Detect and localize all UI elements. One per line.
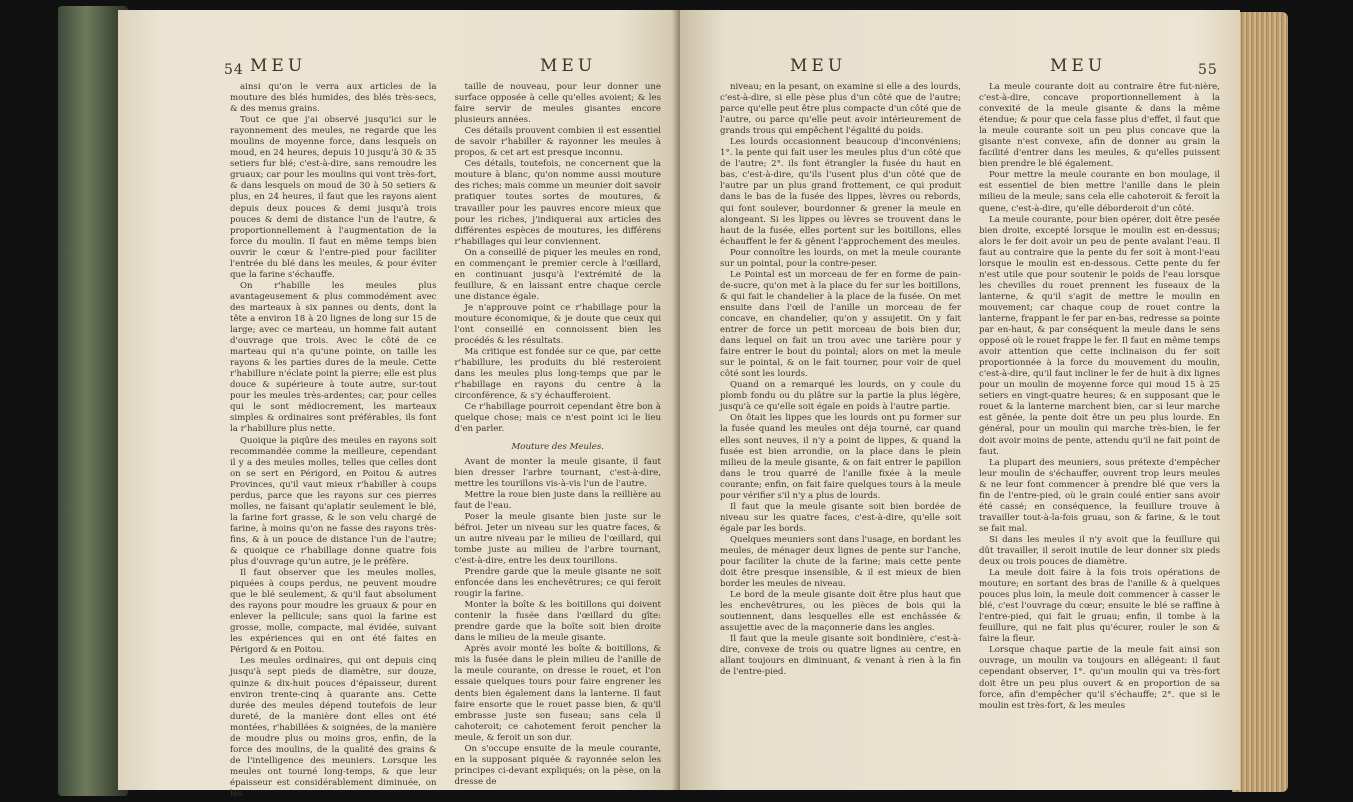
paragraph: Tout ce que j'ai observé jusqu'ici sur le rayonnement des meules, ne regarde que les moulins de moyenne force, dans lesquels on moud, en 24 heures, depuis 10 jusqu'à 30 & 35 setiers fur blé; c'est-à-dire, sans remoudre les gruaux; car pour les moulins qui vont très-fort, & dans lesquels on moud de 30 à 50 setiers & plus, en 24 heures, il faut que les rayons aient depuis deux pouces & demi jusqu'à trois pouces & demi de distance l'un de l'autre, & proportionnellement à l'augmentation de la force du moulin. Il faut en même temps bien ouvrir le cœur & l'entre-pied pour faciliter l'entrée du blé dans les meules, & pour éviter que la farine s'échauffe. [230,115,437,280]
header-word: MEU [790,56,847,76]
paragraph: Ces détails prouvent combien il est essentiel de savoir r'habiller & rayonner les meules à propos, & cet art est presque inconnu. [454,126,661,159]
text-column [979,82,1220,712]
paragraph: Ce r'habillage pourroit cependant être bon à quelque chose; mais ce n'est point ici le lieu d'en parler. [454,402,661,435]
paragraph: Pour connoître les lourds, on met la meule courante sur un pointal, pour la contre-peser. [720,247,961,269]
page-number: 55 [1198,62,1218,78]
paragraph: Quelques meuniers sont dans l'usage, en bordant les meules, de ménager deux lignes de pente sur l'anche, pour faciliter la chute de la farine; mais cette pente doit être presque insensible, & il est mieux de bien border les meules de niveau. [720,534,961,590]
header-word: MEU [1050,56,1107,76]
page-number: 54 [224,62,244,78]
paragraph: Mettre la roue bien juste dans la reillière au faut de l'eau. [454,489,661,511]
page-edges [1232,12,1288,792]
paragraph: Quand on a remarqué les lourds, on y coule du plomb fondu ou du plâtre sur la partie la plus légère, jusqu'à ce qu'elle soit égale en poids à l'autre partie. [720,380,961,413]
paragraph: Le bord de la meule gisante doit être plus haut que les enchevêtrures, ou les pièces de bois qui la soutiennent, dans lesquelles elle est enchâssée & assujettie avec de la maçonnerie dans les angles. [720,590,961,634]
paragraph: La meule courante, pour bien opérer, doit être pesée bien droite, excepté lorsque le moulin est en-dessus; alors le fer doit avoir un peu de pente avalant l'eau. Il faut au contraire que la pente du fer soit à mont-l'eau lorsque le moulin est en-dessous. Cette pente du fer n'est utile que pour soutenir le poids de l'eau lorsque les chevilles du rouet prennent les fuseaux de la lanterne, & qu'il s'agit de mettre le moulin en mouvement; car chaque coup de rouet contre la lanterne, frappant le fer par en-bas, redresse sa pointe par en-haut, & par conséquent la meule dans le sens opposé où le rouet frappe le fer. Il faut en même temps avoir attention que cette inclinaison du fer soit proportionnée à la force du mouvement du moulin, c'est-à-dire, qu'il faut incliner le fer de huit à dix lignes pour un moulin de moyenne force qui moud 15 à 25 setiers en vingt-quatre heures; & en supposant que le rouet & la lanterne marchent bien, car si leur marche est gênée, la pente doit être un peu plus lourde. En général, pour un moulin qui marche très-bien, le fer doit avoir moins de pente, attendu qu'il ne fait point de faut. [979,214,1220,457]
text-column [720,82,961,712]
paragraph: Avant de monter la meule gisante, il faut bien dresser l'arbre tournant, c'est-à-dire, mettre les tourillons vis-à-vis l'un de l'autre. [454,456,661,489]
paragraph: Si dans les meules il n'y avoit que la feuillure qui dût travailler, il seroit inutile de leur donner six pieds deux ou trois pouces de diamètre. [979,534,1220,568]
header-word: MEU [250,56,307,76]
right-page [680,10,1240,790]
paragraph: La meule courante doit au contraire être fut-nière, c'est-à-dire, concave proportionnellement à la convexité de la meule gisante & dans la même étendue; & pour que cela fasse plus d'effet, il faut que la meule courante soit un peu plus concave que la gisante n'est convexe, afin de donner au grain la facilité d'entrer dans les meules, & qu'elles puissent bien prendre le blé également. [979,82,1220,170]
paragraph: Il faut observer que les meules molles, piquées à coups perdus, ne peuvent moudre que le blé seulement, & qu'il faut absolument des rayons pour moudre les gruaux & pour en enlever la pellicule; sans quoi la farine est grosse, molle, compacte, mal évidée, suivant les expériences qui en ont été faites en Périgord & en Poitou. [230,568,437,656]
paragraph: On r'habille les meules plus avantageusement & plus commodément avec des marteaux à six pannes ou dents, dont la tête a environ 18 à 20 lignes de long sur 15 de large; avec ce marteau, un homme fait autant d'ouvrage que trois. Avec le côté de ce marteau qui n'a qu'une pointe, on taille les rayons & les parties dures de la meule. Cette r'habillure n'éclate point la pierre; elle est plus douce & supérieure à toute autre, sur-tout pour les meules très-ardentes; car, pour celles qui le sont médiocrement, les marteaux simples & ordinaires sont préférables, ils font la r'habillure plus nette. [230,280,437,435]
paragraph: On s'occupe ensuite de la meule courante, en la supposant piquée & rayonnée selon les principes ci-devant expliqués; on la pèse, on la dresse de [454,743,661,787]
header-word: MEU [540,56,597,76]
paragraph: Monter la boîte & les boitillons qui doivent contenir la fusée dans l'œillard du gîte: prendre garde que la boîte soit bien droite dans le milieu de la meule gisante. [454,600,661,644]
paragraph: Il faut que la meule gisante soit bondinière, c'est-à-dire, convexe de trois ou quatre lignes au centre, en allant toujours en diminuant, & venant à rien à la fin de l'entre-pied. [720,634,961,678]
paragraph: ainsi qu'on le verra aux articles de la mouture des blés humides, des blés très-secs, & des menus grains. [230,82,437,115]
paragraph: Les meules ordinaires, qui ont depuis cinq jusqu'à sept pieds de diamètre, sur douze, quinze & dix-huit pouces d'épaisseur, durent environ trente-cinq à quarante ans. Cette durée des meules dépend toutefois de leur dureté, de la manière dont elles ont été montées, r'habillées & soignées, de la manière de moudre plus ou moins gros, enfin, de la force des moulins, de la qualité des grains & de l'intelligence des meuniers. Lorsque les meules ont tourné long-temps, & que leur épaisseur est considérablement diminuée, on les [230,656,437,799]
text-column [455,82,662,800]
paragraph: La plupart des meuniers, sous prétexte d'empêcher leur moulin de s'échauffer, ouvrent trop leurs meules & ne leur font commencer à prendre blé que vers la fin de l'entre-pied, où le grain coulé entier sans avoir été cassé; en conséquence, la feuillure trouve à travailler tout-à-la-fois gruau, son & farine, & le tout se fait mal. [979,457,1220,534]
paragraph: Les lourds occasionnent beaucoup d'inconvéniens; 1°. la pente qui fait user les meules plus d'un côté que de l'autre; 2°. ils font étrangler la fusée du haut en bas, c'est-à-dire, qu'ils l'usent plus d'un côté que de l'autre par un plus grand frottement, ce qui produit dans le bas de la fusée des lippes, lèvres ou rebords, qui font soulever, bourdonner & grener la meule en alongeant. Si les lippes ou lèvres se trouvent dans le haut de la fusée, elles portent sur les boitillons, elles échauffent le fer & gênent l'approchement des meules. [720,137,961,247]
section-heading: Mouture des Meules. [511,441,605,452]
paragraph: On ôtait les lippes que les lourds ont pu former sur la fusée quand les meules ont déja tourné, car quand elles sont neuves, il n'y a point de lippes, & quand la fusée est bien arrondie, on la place dans le plein milieu de la meule gisante, & on fait entrer le papillon dans le trou quarré de l'anille fixée à la meule courante; enfin, on fait faire quelques tours à la meule pour vérifier s'il n'y a plus de lourds. [720,413,961,501]
left-page [118,10,685,799]
paragraph: Pour mettre la meule courante en bon moulage, il est essentiel de bien mettre l'anille dans le plein milieu de la meule; sans cela elle cahoteroit & feroit la quene, c'est-à-dire, qu'elle déborderoit d'un côté. [979,170,1220,214]
paragraph: Ma critique est fondée sur ce que, par cette r'habillure, les produits du blé resteroient dans les meules plus long-temps que par le r'habillage en rayons du centre à la circonférence, & s'y échaufferoient. [454,347,661,402]
paragraph: Après avoir monté les boîte & boitillons, & mis la fusée dans le plein milieu de l'anille de la meule courante, on dresse le rouet, et l'on essaie quelques tours pour faire engrener les dents bien également dans la lanterne. Il faut faire ensorte que le rouet passe bien, & qu'il embrasse juste son fuseau; sans cela il cahoteroit; ce cahotement feroit pencher la meule, & feroit un son dur. [454,644,661,743]
paragraph: niveau; en la pesant, on examine si elle a des lourds, c'est-à-dire, si elle pèse plus d'un côté que de l'autre; parce qu'elle peut être plus compacte d'un côté que de l'autre, ou parce qu'elle peut avoir intérieurement de grands trous qui empêchent l'égalité du poids. [720,82,961,137]
running-head-left [224,54,661,78]
paragraph: Lorsque chaque partie de la meule fait ainsi son ouvrage, un moulin va toujours en allégeant: il faut cependant observer, 1°. qu'un moulin qui va très-fort doit être un peu plus ouvert & en proportion de sa force, afin d'empêcher qu'il s'échauffe; 2°. que si le moulin est très-fort, & les meules [979,645,1220,711]
paragraph: Quoique la piqûre des meules en rayons soit recommandée comme la meilleure, cependant il y a des meules molles, telles que celles dont on se sert en Périgord, en Poitou & autres Provinces, qu'il vaut mieux r'habiller à coups perdus, parce que les rayons sur ces pierres molles, ne faisant qu'aplatir seulement le blé, la farine fort grasse, & le son velu chargé de farine, à moins qu'on ne fasse des rayons très-fins, & à un pouce de distance l'un de l'autre; & quoique ce r'habillage donne quatre fois plus d'ouvrage qu'un autre, je le préfère. [230,435,437,568]
text-column [230,82,437,800]
paragraph: taille de nouveau, pour leur donner une surface opposée à celle qu'elles avoient; & les faire servir de meules gisantes encore plusieurs années. [454,82,661,126]
paragraph: Poser la meule gisante bien juste sur le béfroi. Jeter un niveau sur les quatre faces, & un autre niveau par le milieu de l'œillard, qui tombe juste au milieu de l'arbre tournant, c'est-à-dire, entre les deux tourillons. [454,511,661,566]
paragraph: Le Pointal est un morceau de fer en forme de pain-de-sucre, qu'on met à la place du fer sur les boitillons, & qui fait le chandelier à la place de la fusée. On met ensuite dans l'œil de l'anille un morceau de fer concave, en chandelier, qu'on y assujetit. On y fait entrer de force un petit morceau de bois bien dur, dans lequel on fait un trou avec une tarière pour y faire entrer le bout du pointal; alors on met la meule sur le pointal, & on le fait tourner, pour voir de quel côté sont les lourds. [720,269,961,380]
paragraph: Ces détails, toutefois, ne concernent que la mouture à blanc, qu'on nomme aussi mouture des riches; mais comme un meunier doit savoir pratiquer toutes sortes de moutures, & travailler pour les pauvres encore mieux que pour les riches, j'indiquerai aux articles des différentes espèces de moutures, les différens r'habillages qui leur conviennent. [454,159,661,247]
paragraph: La meule doit faire à la fois trois opérations de mouture; en sortant des bras de l'anille & à quelques pouces plus loin, la meule doit commencer à casser le blé, c'est l'ouvrage du cœur; ensuite le blé se raffine à l'entre-pied, qui fait le gruau; enfin, il tombe à la feuillure, qui ne fait plus qu'écurer, rouler le son & faire la fleur. [979,568,1220,645]
paragraph: Je n'approuve point ce r'habillage pour la mouture économique, & je doute que ceux qui l'ont conseillé en connoissent bien les procédés & les résultats. [454,302,661,347]
paragraph: Prendre garde que la meule gisante ne soit enfoncée dans les enchevêtrures; ce qui feroit rougir la farine. [454,567,661,600]
running-head-right [720,54,1220,76]
paragraph: On a conseillé de piquer les meules en rond, en commençant le premier cercle à l'œillard, en continuant jusqu'à l'extrémité de la feuillure, & en laissant entre chaque cercle une distance égale. [454,247,661,302]
paragraph: Il faut que la meule gisante soit bien bordée de niveau sur les quatre faces, c'est-à-dire, qu'elle soit égale par les bords. [720,501,961,534]
